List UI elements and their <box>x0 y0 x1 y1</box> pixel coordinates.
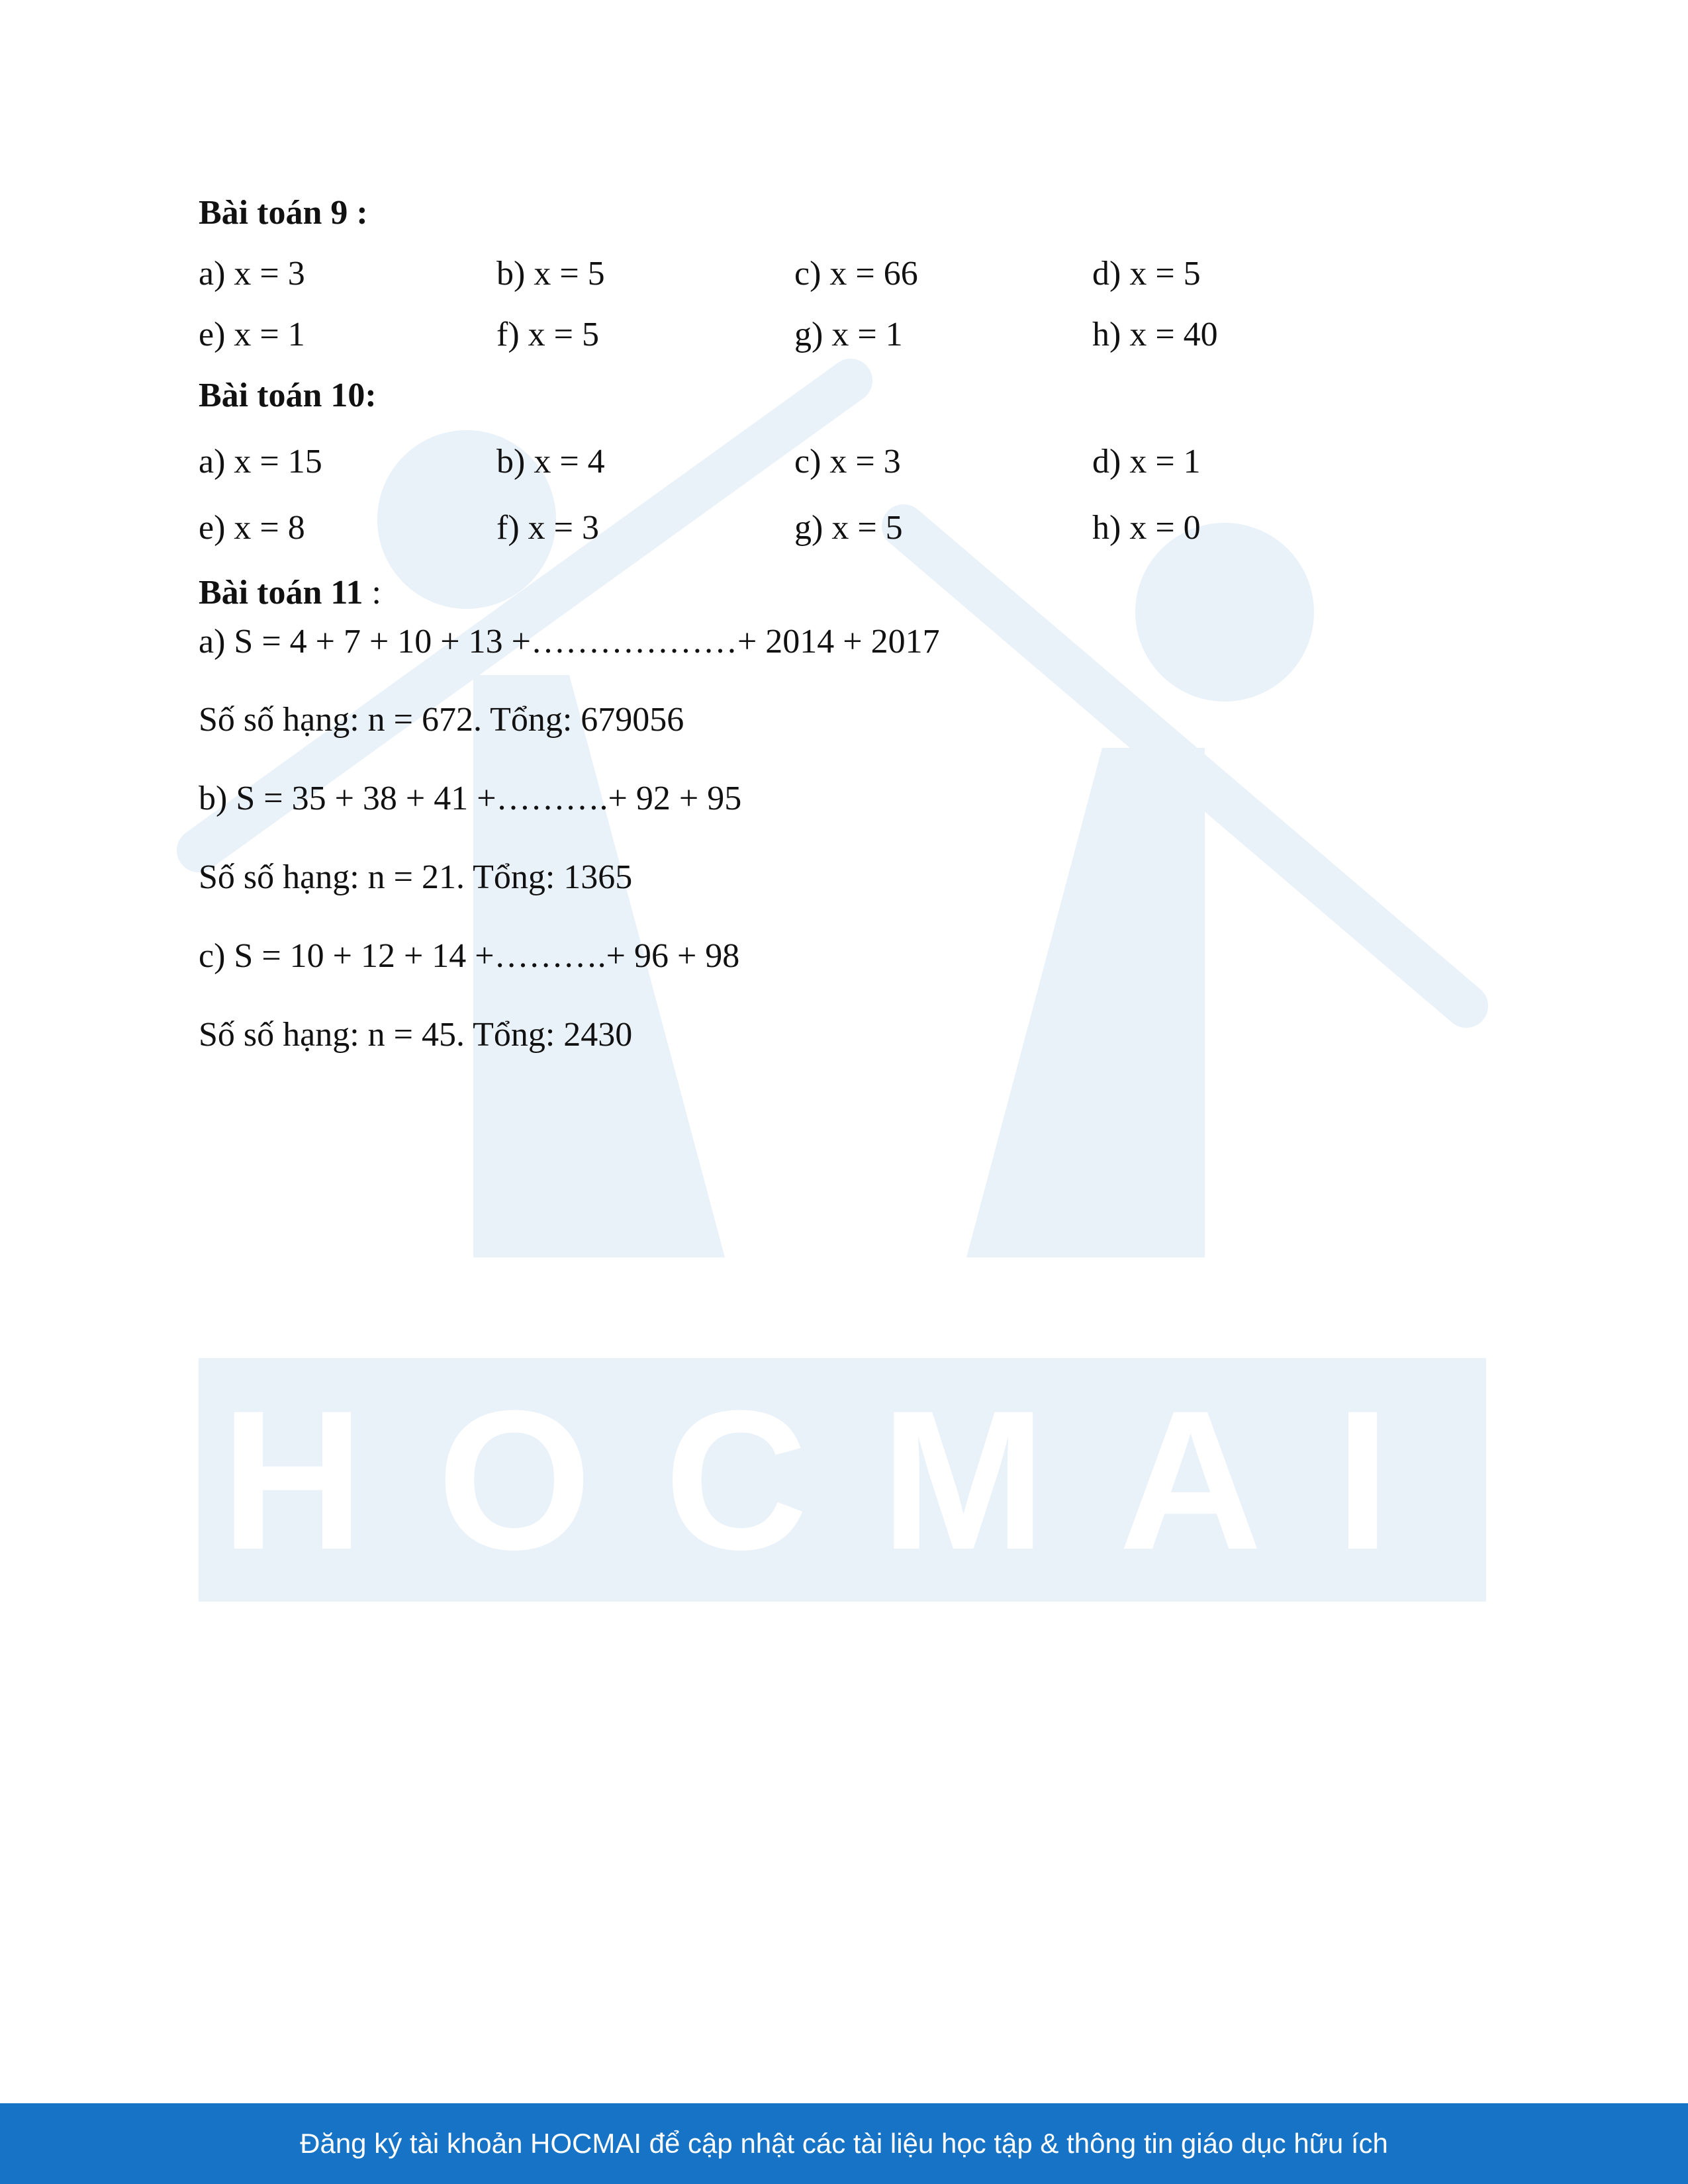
footer-banner-text: Đăng ký tài khoản HOCMAI để cập nhật các tài liệu học tập & thông tin giáo dục hữu ích <box>300 2128 1388 2159</box>
problem-11-expression-c: c) S = 10 + 12 + 14 +……….+ 96 + 98 <box>199 937 740 975</box>
answer-item: g) x = 5 <box>794 509 903 547</box>
answer-item: d) x = 1 <box>1092 443 1201 480</box>
problem-11-title <box>199 572 1489 614</box>
answer-item: a) x = 15 <box>199 443 322 480</box>
problem-11-result-a: Số số hạng: n = 672. Tổng: 679056 <box>199 701 684 739</box>
answer-item: a) x = 3 <box>199 255 305 293</box>
problem-9-answers <box>199 253 1489 356</box>
problem-10-title: Bài toán 10: <box>199 377 377 414</box>
problem-11-result-b: Số số hạng: n = 21. Tổng: 1365 <box>199 858 633 896</box>
problem-11-result-c: Số số hạng: n = 45. Tổng: 2430 <box>199 1016 633 1054</box>
answer-item: c) x = 66 <box>794 255 918 293</box>
problem-11-title-bold: Bài toán 11 <box>199 574 363 612</box>
watermark-logo-text: HOCMAI <box>220 1369 1464 1591</box>
answer-item: f) x = 5 <box>496 316 599 353</box>
problem-11-expression-b: b) S = 35 + 38 + 41 +……….+ 92 + 95 <box>199 780 742 817</box>
answer-item: f) x = 3 <box>496 509 599 547</box>
answer-item: b) x = 5 <box>496 255 605 293</box>
answer-item: h) x = 0 <box>1092 509 1201 547</box>
document-body <box>199 192 1489 1056</box>
answer-item: g) x = 1 <box>794 316 903 353</box>
answer-item: e) x = 1 <box>199 316 305 353</box>
footer-banner[interactable] <box>0 2103 1688 2184</box>
answer-item: c) x = 3 <box>794 443 901 480</box>
answer-item: d) x = 5 <box>1092 255 1201 293</box>
problem-10-answers <box>199 441 1489 549</box>
answer-item: b) x = 4 <box>496 443 605 480</box>
problem-11-expression-a: a) S = 4 + 7 + 10 + 13 +………………+ 2014 + 2017 <box>199 623 940 660</box>
answer-item: e) x = 8 <box>199 509 305 547</box>
answer-item: h) x = 40 <box>1092 316 1218 353</box>
problem-9-title: Bài toán 9 : <box>199 194 368 232</box>
problem-11-title-colon: : <box>363 574 381 612</box>
